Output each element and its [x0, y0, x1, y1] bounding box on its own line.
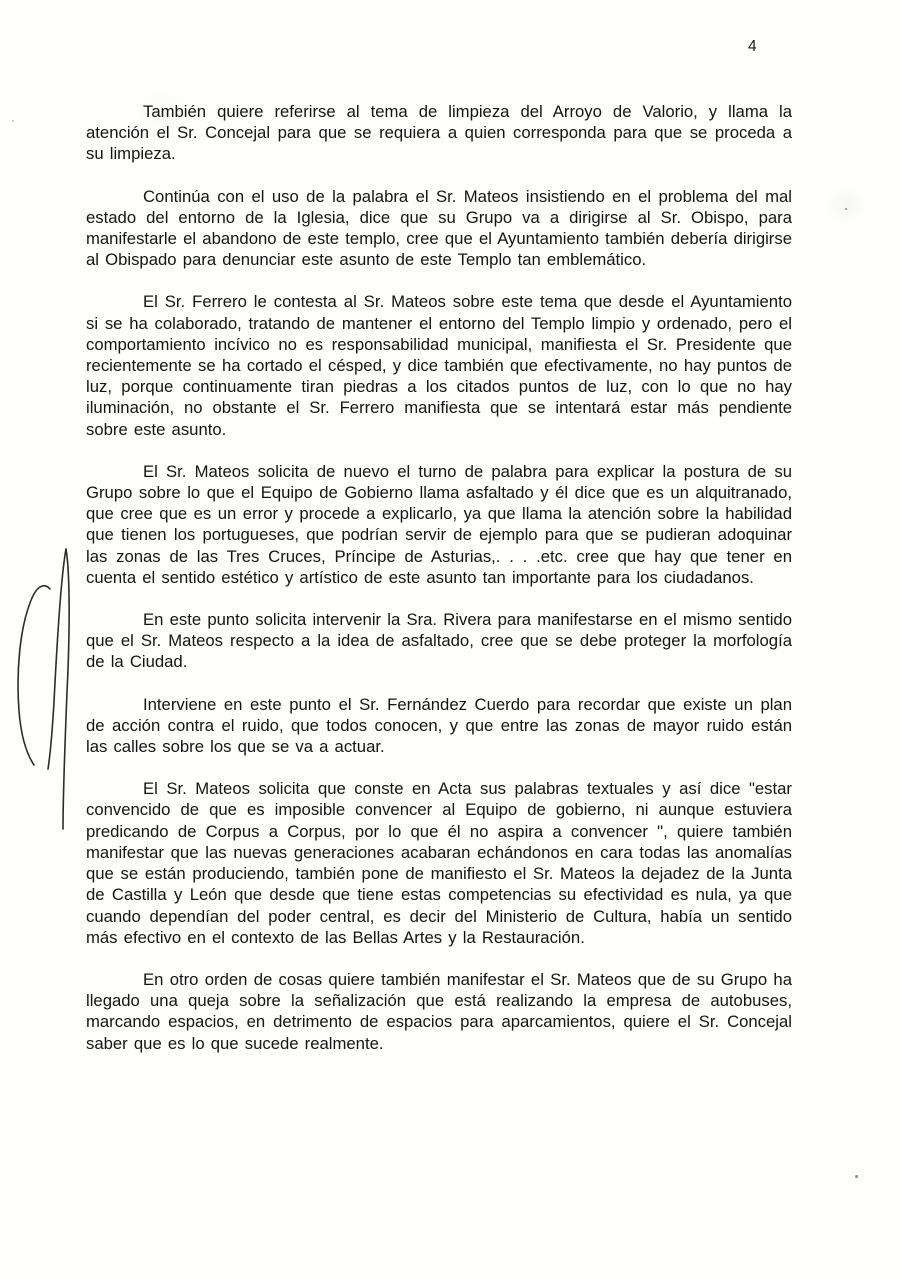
- paragraph-rivera-morfologia: En este punto solicita intervenir la Sra. Rivera para manifestarse en el mismo sentido que el Sr. Mateos respecto a la idea de asfaltado, cree que se debe proteger la morfología de la Ciudad.: [86, 610, 792, 672]
- paragraph-limpieza-arroyo-valorio: También quiere referirse al tema de limpieza del Arroyo de Valorio, y llama la atención el Sr. Concejal para que se requiera a quien corresponda para que se proceda a su limpieza.: [86, 102, 792, 164]
- paragraph-mateos-asfaltado: El Sr. Mateos solicita de nuevo el turno de palabra para explicar la postura de su Grupo sobre lo que el Equipo de Gobierno llama asfaltado y él dice que es un alquitranado, que cree que es un error y procede a explicarlo, ya que llama la atención sobre la habilidad que tienen los portugueses, que podrían servir de ejemplo para que se pudieran adoquinar las zonas de las Tres Cruces, Príncipe de Asturias,. . . .etc. cree que hay que tener en cuenta el sentido estético y artístico de este asunto tan importante para los ciudadanos.: [86, 461, 792, 587]
- scan-noise-speck: [855, 1175, 858, 1178]
- handwritten-flourish-icon: [6, 540, 84, 840]
- paragraph-mateos-acta-palabras: El Sr. Mateos solicita que conste en Acta sus palabras textuales y así dice "estar convencido de que es imposible convencer al Equipo de gobierno, ni aunque estuviera predicando de Corpus a Corpus, por lo que él no aspira a convencer ", quiere también manifestar que las nuevas generaciones acabaran echándonos en cara todas las anomalías que se están produciendo, también pone de manifiesto el Sr. Mateos la dejadez de la Junta de Castilla y León que desde que tiene estas competencias su efectividad es nula, ya que cuando dependían del poder central, es decir del Ministerio de Cultura, había un sentido más efectivo en el contexto de las Bellas Artes y la Restauración.: [86, 779, 792, 947]
- paragraph-mateos-entorno-iglesia: Continúa con el uso de la palabra el Sr. Mateos insistiendo en el problema del mal estado del entorno de la Iglesia, dice que su Grupo va a dirigirse al Sr. Obispo, para manifestarle el abandono de este templo, cree que el Ayuntamiento también debería dirigirse al Obispado para denunciar este asunto de este Templo tan emblemático.: [86, 186, 792, 270]
- minutes-body-text: [86, 101, 792, 1075]
- paragraph-mateos-senalizacion: En otro orden de cosas quiere también manifestar el Sr. Mateos que de su Grupo ha llegado una queja sobre la señalización que está realizando la empresa de autobuses, marcando espacios, en detrimento de espacios para aparcamientos, quiere el Sr. Concejal saber que es lo que sucede realmente.: [86, 969, 792, 1053]
- scan-noise-speck: [845, 208, 847, 210]
- scan-noise-speck: [12, 120, 14, 122]
- paragraph-fernandez-cuerdo-ruido: Interviene en este punto el Sr. Fernández Cuerdo para recordar que existe un plan de acción contra el ruido, que todos conocen, y que entre las zonas de mayor ruido están las calles sobre los que se va a actuar.: [86, 694, 792, 757]
- paragraph-ferrero-contesta: El Sr. Ferrero le contesta al Sr. Mateos sobre este tema que desde el Ayuntamiento si se ha colaborado, tratando de mantener el entorno del Templo limpio y ordenado, pero el comportamiento incívico no es responsabilidad municipal, manifiesta el Sr. Presidente que recientemente se ha cortado el césped, y dice también que efectivamente, no hay puntos de luz, porque continuamente tiran piedras a los citados puntos de luz, con lo que no hay iluminación, no obstante el Sr. Ferrero manifiesta que se intentará estar más pendiente sobre este asunto.: [86, 292, 792, 439]
- page-number: 4: [748, 38, 758, 55]
